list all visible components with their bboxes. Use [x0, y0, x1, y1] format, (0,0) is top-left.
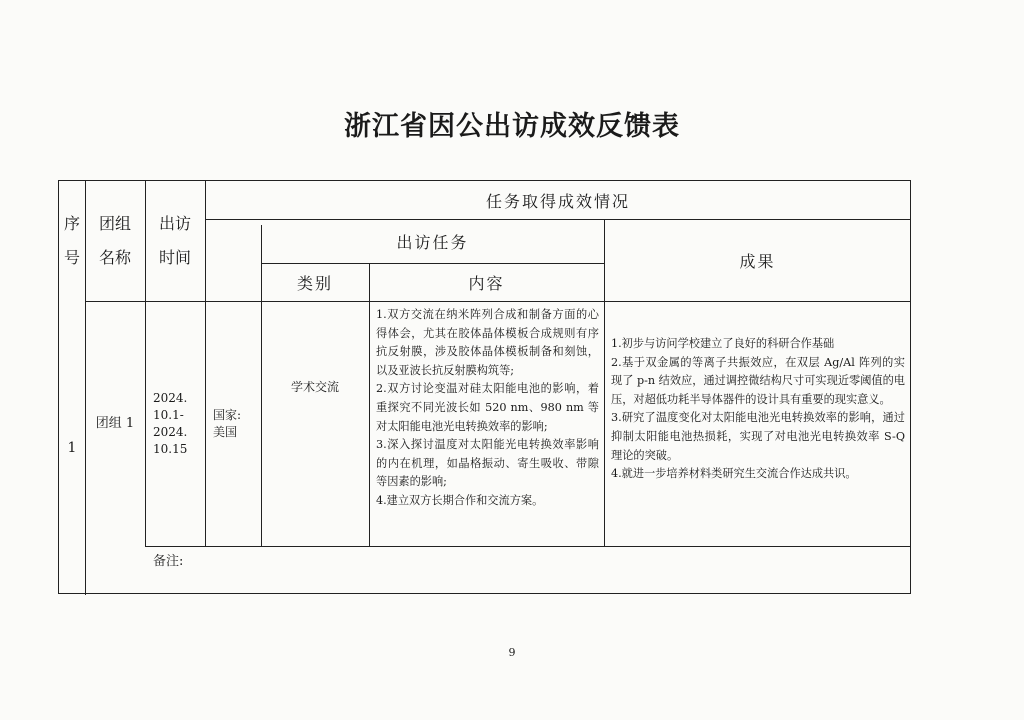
result-item: 3.研究了温度变化对太阳能电池光电转换效率的影响，通过抑制太阳能电池热损耗，实现了对电池光电转换效率 S-Q 理论的突破。 — [611, 411, 905, 462]
header-task-outcome: 任务取得成效情况 — [485, 191, 630, 211]
row-group-name: 团组 1 — [95, 416, 135, 431]
row-visit-time — [145, 301, 205, 546]
page-number: 9 — [508, 646, 516, 659]
header-content: 内容 — [468, 273, 505, 293]
row-country — [205, 301, 261, 546]
content-item: 4.建立双方长期合作和交流方案。 — [376, 493, 544, 507]
header-seq-line2: 号 — [63, 248, 80, 267]
content-item: 2.双方讨论变温对硅太阳能电池的影响，着重探究不同光波长如 520 nm、980 nm 等对太阳能电池光电转换效率的影响; — [376, 382, 599, 433]
header-category: 类别 — [296, 273, 333, 293]
country-label: 国家: — [213, 407, 242, 422]
header-seq-line1: 序 — [63, 214, 80, 233]
header-seq — [59, 181, 85, 301]
header-time-line1: 出访 — [158, 214, 191, 233]
row-category: 学术交流 — [290, 380, 339, 394]
time-line-3: 2024. — [153, 424, 188, 439]
outcome-table — [58, 180, 911, 594]
content-item: 3.深入探讨温度对太阳能光电转换效率影响的内在机理，如晶格振动、寄生吸收、带隙等因素的影响; — [376, 438, 599, 489]
header-result: 成果 — [739, 251, 776, 271]
result-item: 2.基于双金属的等离子共振效应，在双层 Ag/Al 阵列的实现了 p-n 结效应，通过调控微结构尺寸可实现近零阈值的电压，对超低功耗半导体器件的设计具有重要的现实意义。 — [611, 355, 905, 406]
row-result — [604, 301, 911, 546]
content-list — [376, 306, 599, 511]
result-item: 4.就进一步培养材料类研究生交流合作达成共识。 — [611, 467, 857, 481]
time-line-4: 10.15 — [153, 441, 188, 456]
time-line-1: 2024. — [153, 390, 188, 405]
header-visit-time — [145, 181, 205, 301]
header-group-line2: 名称 — [98, 248, 131, 267]
content-item: 1.双方交流在纳米阵列合成和制备方面的心得体会，尤其在胶体晶体模板合成规则有序抗反射膜，涉及胶体晶体模板制备和刻蚀，以及亚波长抗反射膜构筑等; — [376, 308, 599, 377]
remarks-label: 备注: — [153, 553, 184, 569]
time-line-2: 10.1- — [153, 407, 184, 422]
header-group-line1: 团组 — [98, 214, 131, 233]
row-seq: 1 — [67, 440, 77, 456]
header-group-name — [85, 181, 145, 301]
result-list — [611, 335, 905, 484]
header-visit-task: 出访任务 — [396, 232, 469, 252]
country-value: 美国 — [213, 424, 238, 439]
page-title: 浙江省因公出访成效反馈表 — [344, 111, 680, 142]
header-time-line2: 时间 — [158, 248, 191, 267]
result-item: 1.初步与访问学校建立了良好的科研合作基础 — [611, 337, 835, 350]
row-content — [369, 301, 604, 546]
